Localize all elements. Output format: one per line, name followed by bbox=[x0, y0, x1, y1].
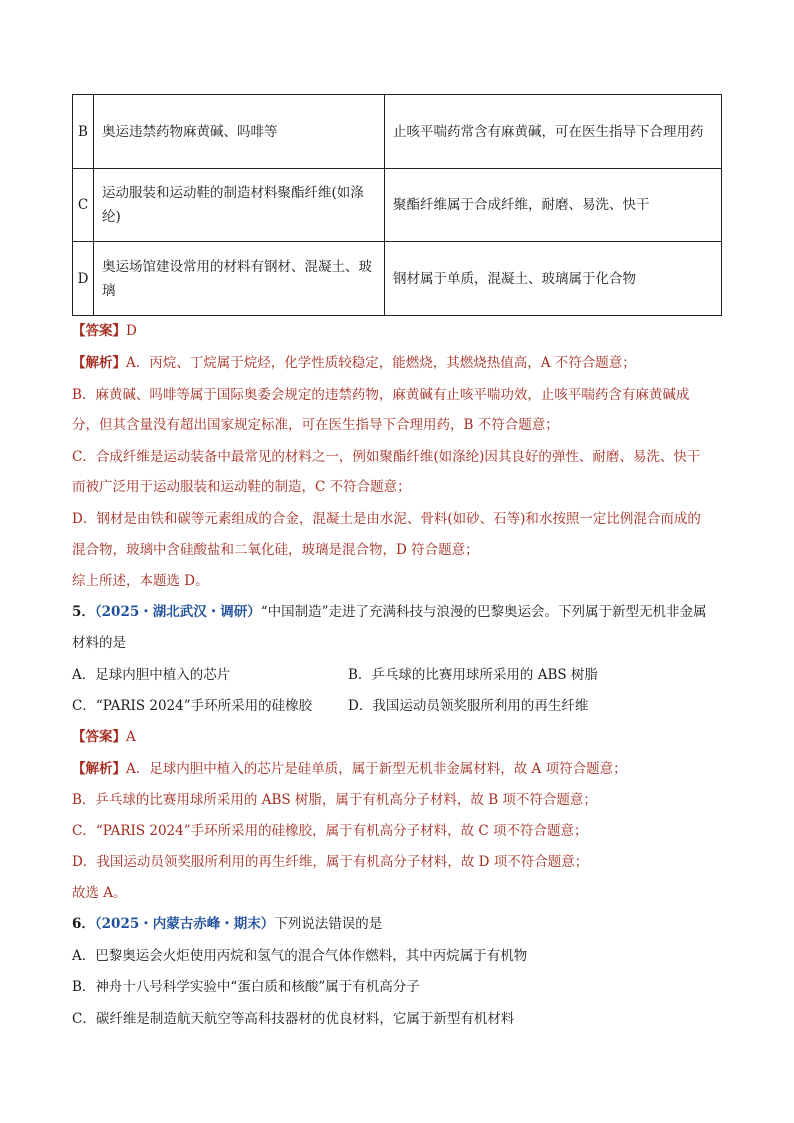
q6-option-a: A．巴黎奥运会火炬使用丙烷和氢气的混合气体作燃料，其中丙烷属于有机物 bbox=[72, 948, 528, 964]
q5-analysis-line: B．乒乓球的比赛用球所采用的 ABS 树脂，属于有机高分子材料，故 B 项不符合题意； bbox=[72, 792, 597, 808]
question-stem: “中国制造”走进了充满科技与浪漫的巴黎奥运会。下列属于新型无机非金属 bbox=[260, 604, 707, 620]
row-key: B bbox=[73, 95, 94, 169]
answer-value: A bbox=[126, 729, 136, 745]
q4-answer bbox=[72, 320, 137, 342]
q4-analysis-line: 而被广泛用于运动服装和运动鞋的制造，C 不符合题意； bbox=[72, 479, 411, 495]
table-row bbox=[73, 95, 722, 169]
row-key: C bbox=[73, 169, 94, 242]
q4-analysis-line: 混合物，玻璃中含硅酸盐和二氧化硅，玻璃是混合物，D 符合题意； bbox=[72, 542, 479, 558]
row-right-cell: 钢材属于单质，混凝土、玻璃属于化合物 bbox=[385, 242, 722, 316]
question-stem: 下列说法错误的是 bbox=[274, 916, 383, 932]
question-number: 5． bbox=[72, 604, 95, 620]
question-source: （2025・内蒙古赤峰・期末） bbox=[94, 916, 275, 932]
q5-option-d: D．我国运动员领奖服所利用的再生纤维 bbox=[348, 698, 589, 714]
q6-option-c: C．碳纤维是制造航天航空等高科技器材的优良材料，它属于新型有机材料 bbox=[72, 1011, 515, 1027]
q5-option-a: A．足球内胆中植入的芯片 bbox=[72, 667, 231, 683]
analysis-label: 【解析】 bbox=[72, 355, 126, 371]
q4-conclusion: 综上所述，本题选 D。 bbox=[72, 573, 209, 589]
q5-analysis-line bbox=[72, 758, 627, 780]
answer-label: 【答案】 bbox=[72, 729, 126, 745]
q5-stem-cont: 材料的是 bbox=[72, 635, 126, 651]
question-source: （2025・湖北武汉・调研） bbox=[94, 604, 261, 620]
q5-analysis-line: D．我国运动员领奖服所利用的再生纤维，属于有机高分子材料，故 D 项不符合题意； bbox=[72, 854, 589, 870]
row-left-cell: 奥运违禁药物麻黄碱、吗啡等 bbox=[94, 95, 385, 169]
row-key: D bbox=[73, 242, 94, 316]
answer-label: 【答案】 bbox=[72, 323, 126, 339]
q4-analysis-line: B．麻黄碱、吗啡等属于国际奥委会规定的违禁药物，麻黄碱有止咳平喘功效，止咳平喘药含有麻黄碱成 bbox=[72, 387, 690, 403]
row-right-cell: 聚酯纤维属于合成纤维，耐磨、易洗、快干 bbox=[385, 169, 722, 242]
q6-option-b: B．神舟十八号科学实验中“蛋白质和核酸”属于有机高分子 bbox=[72, 979, 420, 995]
answer-value: D bbox=[126, 323, 137, 339]
q4-analysis-line: C．合成纤维是运动装备中最常见的材料之一，例如聚酯纤维(如涤纶)因其良好的弹性、耐磨、易洗、快干 bbox=[72, 449, 701, 465]
q5-option-b: B．乒乓球的比赛用球所采用的 ABS 树脂 bbox=[348, 667, 598, 683]
row-right-cell: 止咳平喘药常含有麻黄碱，可在医生指导下合理用药 bbox=[385, 95, 722, 169]
q5-option-c: C．“PARIS 2024”手环所采用的硅橡胶 bbox=[72, 698, 313, 714]
q5-analysis-line: C．“PARIS 2024”手环所采用的硅橡胶，属于有机高分子材料，故 C 项不符合题意； bbox=[72, 823, 588, 839]
q6-stem bbox=[72, 913, 382, 935]
row-left-cell: 运动服装和运动鞋的制造材料聚酯纤维(如涤纶) bbox=[94, 169, 385, 242]
q5-stem bbox=[72, 601, 707, 623]
row-left-cell: 奥运场馆建设常用的材料有钢材、混凝土、玻璃 bbox=[94, 242, 385, 316]
q4-analysis-line: 分，但其含量没有超出国家规定标准，可在医生指导下合理用药，B 不符合题意； bbox=[72, 417, 559, 433]
options-table bbox=[72, 94, 722, 316]
q5-conclusion: 故选 A。 bbox=[72, 885, 127, 901]
table-row bbox=[73, 242, 722, 316]
analysis-text: A．足球内胆中植入的芯片是硅单质，属于新型无机非金属材料，故 A 项符合题意； bbox=[126, 761, 627, 777]
question-number: 6． bbox=[72, 916, 95, 932]
q5-answer bbox=[72, 726, 136, 748]
table-row bbox=[73, 169, 722, 242]
q4-analysis-line bbox=[72, 352, 636, 374]
analysis-label: 【解析】 bbox=[72, 761, 126, 777]
analysis-text: A．丙烷、丁烷属于烷烃，化学性质较稳定，能燃烧，其燃烧热值高，A 不符合题意； bbox=[126, 355, 636, 371]
q4-analysis-line: D．钢材是由铁和碳等元素组成的合金，混凝土是由水泥、骨料(如砂、石等)和水按照一定比例混合而成的 bbox=[72, 511, 701, 527]
